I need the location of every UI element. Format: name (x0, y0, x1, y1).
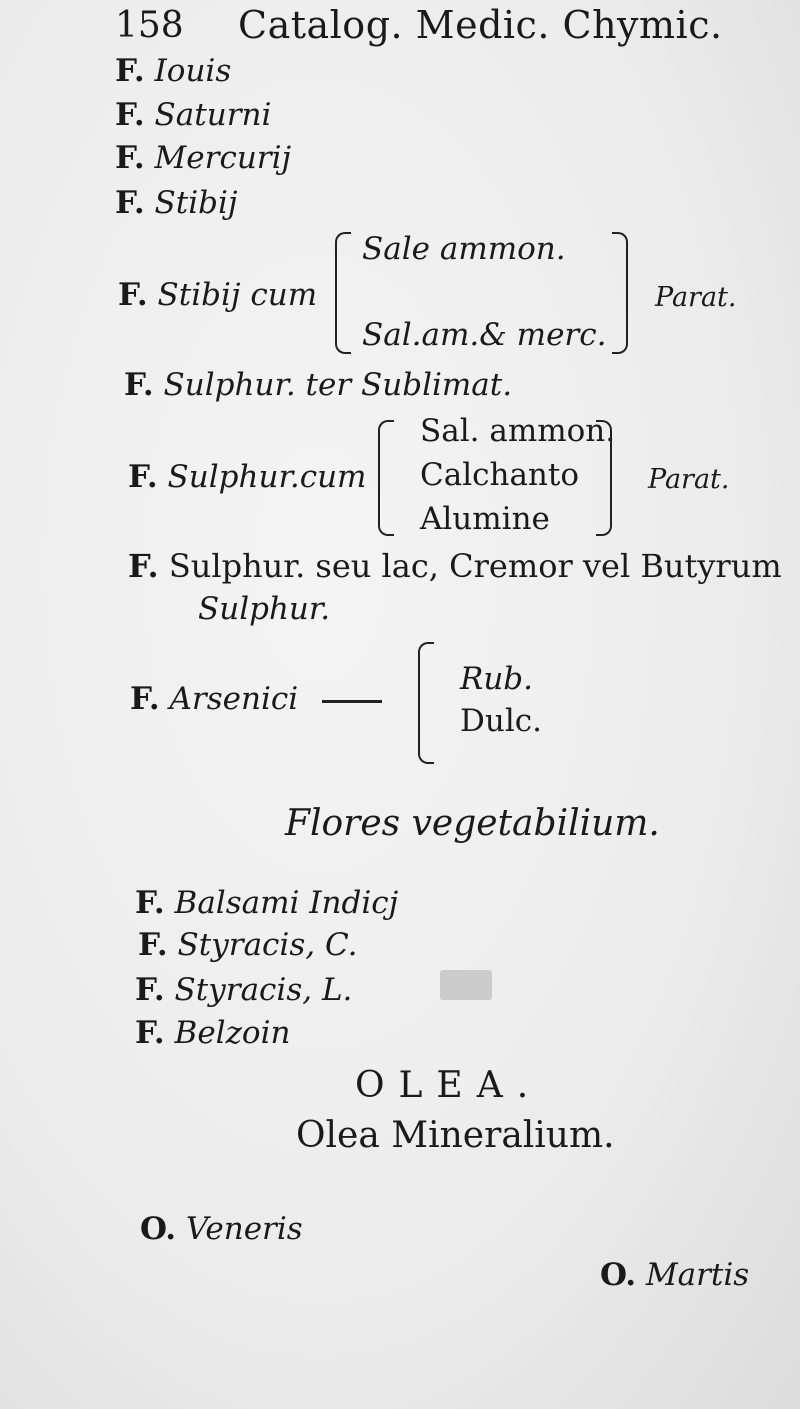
entry-styracis-l (135, 972, 353, 1008)
entry-prefix: F. (128, 459, 158, 495)
right-brace (596, 420, 612, 536)
entry-prefix: F. (115, 53, 145, 89)
entry-name: Belzoin (174, 1015, 291, 1051)
entry-stibij-cum (118, 277, 318, 313)
entry-prefix: F. (135, 885, 165, 921)
entry-iouis (115, 53, 232, 89)
entry-sulphur-continuation: Sulphur. (198, 591, 331, 627)
entry-name: Iouis (154, 53, 232, 89)
section-heading-olea-mineralium: Olea Mineralium. (296, 1115, 615, 1156)
entry-prefix: F. (124, 367, 154, 403)
connector-dash (322, 700, 382, 703)
running-title: Catalog. Medic. Chymic. (238, 3, 723, 47)
entry-prefix: F. (135, 972, 165, 1008)
entry-name: Styracis, C. (177, 927, 358, 963)
entry-prefix: F. (118, 277, 148, 313)
entry-name: Veneris (185, 1211, 303, 1247)
entry-name: Stibij (154, 185, 238, 221)
entry-name: Saturni (154, 97, 272, 133)
entry-name: Stibij cum (157, 277, 318, 313)
entry-prefix: O. (600, 1257, 636, 1293)
option-rub: Rub. (460, 661, 534, 697)
entry-prefix: F. (130, 681, 160, 717)
entry-name: Sulphur. seu lac, Cremor vel Butyrum (168, 547, 782, 585)
entry-balsami (135, 885, 399, 921)
entry-martis (600, 1257, 750, 1293)
section-heading-olea: OLEA. (355, 1065, 543, 1106)
entry-styracis-c (138, 927, 358, 963)
entry-veneris (140, 1211, 303, 1247)
option-alumine: Alumine (420, 501, 550, 537)
entry-prefix: O. (140, 1211, 176, 1247)
suffix-parat: Parat. (655, 282, 737, 313)
option-sal-am-merc: Sal.am.& merc. (362, 317, 607, 353)
entry-name: Styracis, L. (174, 972, 353, 1008)
section-heading-flores-vegetabilium: Flores vegetabilium. (285, 803, 660, 844)
entry-arsenici (130, 681, 299, 717)
entry-mercurij (115, 140, 292, 176)
option-dulc: Dulc. (460, 703, 542, 739)
entry-prefix: F. (138, 927, 168, 963)
entry-sulphur-cum (128, 459, 367, 495)
entry-prefix: F. (115, 185, 145, 221)
entry-name: Mercurij (154, 140, 292, 176)
left-brace (335, 232, 351, 354)
entry-belzoin (135, 1015, 291, 1051)
left-brace (418, 642, 434, 764)
option-calchanto: Calchanto (420, 457, 580, 493)
entry-prefix: F. (115, 140, 145, 176)
right-brace (612, 232, 628, 354)
entry-name: Balsami Indicj (174, 885, 399, 921)
entry-sulphur-ter (124, 367, 513, 403)
ink-smudge (440, 970, 492, 1000)
option-sal-ammon: Sal. ammon. (420, 413, 616, 449)
entry-name: Arsenici (169, 681, 299, 717)
entry-prefix: F. (128, 547, 159, 585)
page-number: 158 (115, 5, 184, 46)
entry-sulphur-seu-lac (128, 547, 782, 585)
entry-prefix: F. (135, 1015, 165, 1051)
left-brace (378, 420, 394, 536)
entry-name: Martis (645, 1257, 750, 1293)
entry-prefix: F. (115, 97, 145, 133)
option-sale-ammon: Sale ammon. (362, 231, 566, 267)
suffix-parat: Parat. (648, 464, 730, 495)
entry-saturni (115, 97, 272, 133)
entry-name: Sulphur. ter Sublimat. (163, 367, 513, 403)
entry-stibij (115, 185, 238, 221)
entry-name: Sulphur.cum (167, 459, 367, 495)
